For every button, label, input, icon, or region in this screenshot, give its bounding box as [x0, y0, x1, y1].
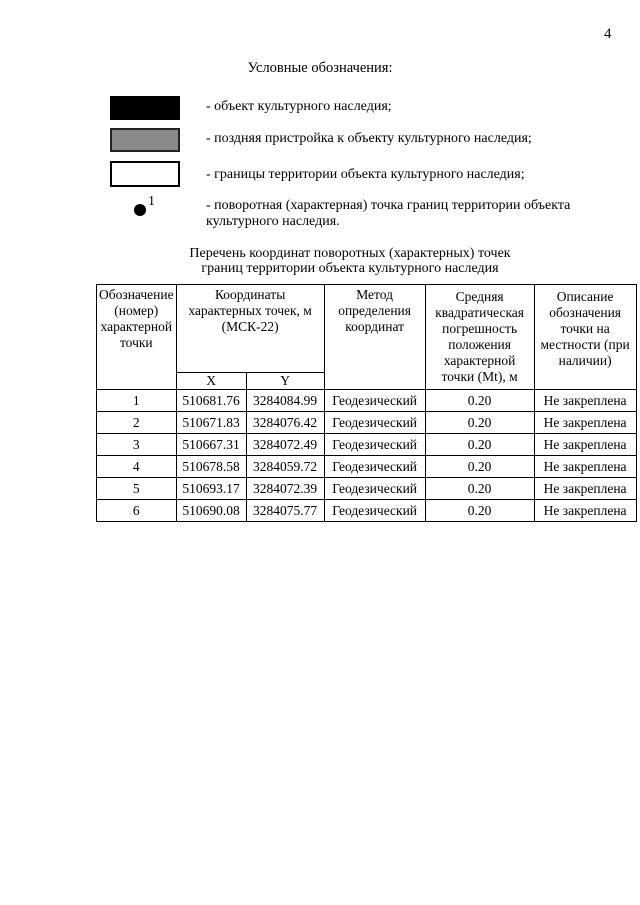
table-title-line2: границ территории объекта культурного наследия — [201, 261, 499, 276]
method: Геодезический — [324, 456, 425, 478]
table-row — [97, 390, 637, 412]
table-row — [97, 412, 637, 434]
point-number: 4 — [97, 456, 177, 478]
point-number: 3 — [97, 434, 177, 456]
y-coordinate: 3284072.39 — [246, 478, 324, 500]
header-error: Средняя квадратическая погрешность положения характерной точки (Mt), м — [425, 285, 534, 390]
x-coordinate: 510678.58 — [176, 456, 246, 478]
coordinates-table — [96, 284, 637, 522]
y-coordinate: 3284072.49 — [246, 434, 324, 456]
x-coordinate: 510671.83 — [176, 412, 246, 434]
point-description: Не закреплена — [534, 478, 636, 500]
point-description: Не закреплена — [534, 412, 636, 434]
table-row — [97, 434, 637, 456]
table-title-line1: Перечень координат поворотных (характерных) точек — [189, 246, 511, 261]
header-x: X — [176, 372, 246, 389]
error-value: 0.20 — [425, 434, 534, 456]
method: Геодезический — [324, 500, 425, 522]
x-coordinate: 510690.08 — [176, 500, 246, 522]
page-number: 4 — [604, 26, 612, 42]
x-coordinate: 510693.17 — [176, 478, 246, 500]
point-number: 1 — [97, 390, 177, 412]
error-value: 0.20 — [425, 500, 534, 522]
error-value: 0.20 — [425, 456, 534, 478]
header-y: Y — [246, 372, 324, 389]
y-coordinate: 3284059.72 — [246, 456, 324, 478]
point-marker-label: 1 — [148, 194, 155, 209]
y-coordinate: 3284076.42 — [246, 412, 324, 434]
legend-swatch-gray — [110, 128, 180, 152]
header-coordinates: Координаты характерных точек, м (МСК-22) — [176, 285, 324, 373]
legend-text: - объект культурного наследия; — [206, 99, 392, 114]
legend-text: - границы территории объекта культурного наследия; — [206, 167, 525, 182]
coordinates-rows — [97, 390, 637, 522]
error-value: 0.20 — [425, 478, 534, 500]
table-row — [97, 478, 637, 500]
header-designation: Обозначение (номер) характерной точки — [97, 285, 177, 390]
point-number: 6 — [97, 500, 177, 522]
point-number: 5 — [97, 478, 177, 500]
error-value: 0.20 — [425, 390, 534, 412]
error-value: 0.20 — [425, 412, 534, 434]
table-title — [0, 246, 640, 276]
legend-title: Условные обозначения: — [247, 60, 393, 76]
point-description: Не закреплена — [534, 456, 636, 478]
header-description: Описание обозначения точки на местности (при наличии) — [534, 285, 636, 390]
point-description: Не закреплена — [534, 390, 636, 412]
point-description: Не закреплена — [534, 500, 636, 522]
point-description: Не закреплена — [534, 434, 636, 456]
legend-text: - поворотная (характерная) точка границ территории объекта культурного наследия. — [206, 198, 571, 229]
legend-text: - поздняя пристройка к объекту культурного наследия; — [206, 131, 532, 146]
table-row — [97, 456, 637, 478]
legend-swatch-outline — [110, 161, 180, 187]
point-marker-icon — [134, 204, 146, 216]
method: Геодезический — [324, 434, 425, 456]
header-method: Метод определения координат — [324, 285, 425, 390]
y-coordinate: 3284084.99 — [246, 390, 324, 412]
x-coordinate: 510667.31 — [176, 434, 246, 456]
table-row — [97, 500, 637, 522]
y-coordinate: 3284075.77 — [246, 500, 324, 522]
method: Геодезический — [324, 412, 425, 434]
method: Геодезический — [324, 390, 425, 412]
method: Геодезический — [324, 478, 425, 500]
point-number: 2 — [97, 412, 177, 434]
x-coordinate: 510681.76 — [176, 390, 246, 412]
legend-swatch-black — [110, 96, 180, 120]
